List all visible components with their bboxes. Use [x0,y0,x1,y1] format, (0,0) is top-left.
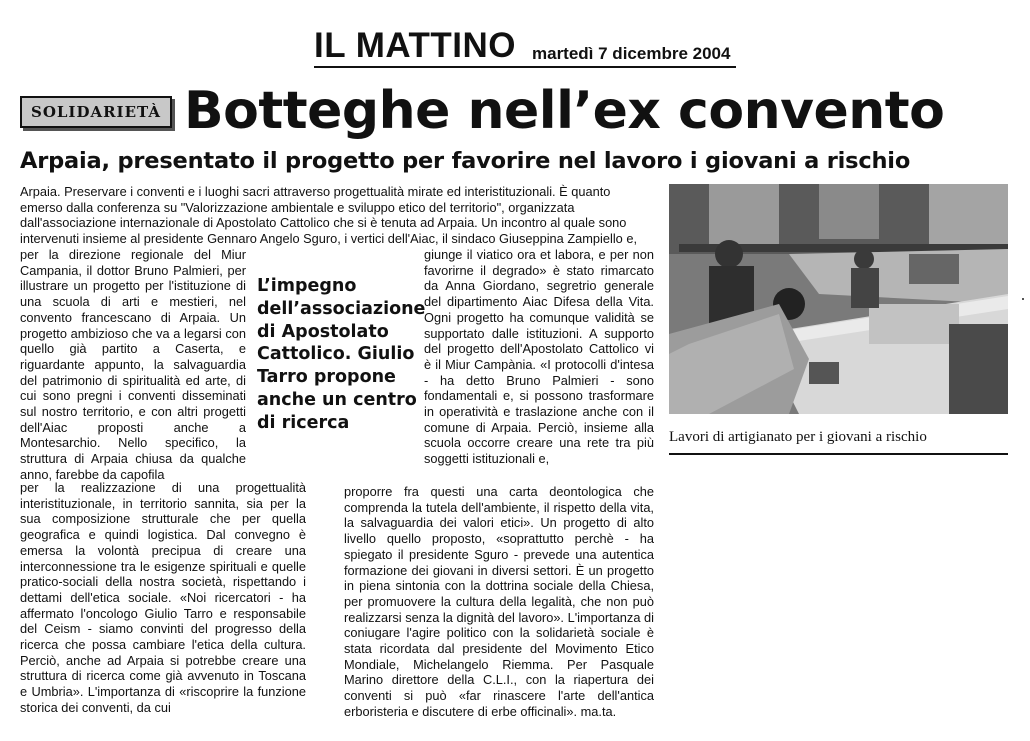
article-column-2: giunge il viatico ora et labora, e per non favorirne il degrado» è stato rimarcato da Anna Giordano, segretrio generale del dipartimento Aiac Difesa della Vita. Ogni progetto ha comunque validità se supportato dalle istituzioni. A supporto del progetto dell'Apostolato Cattolico vi è il Miur Campània. «I protocolli d'intesa - ha detto Bruno Palmieri - sono fondamentali e, si possono trasformare in operatività e traslazione anche con il comune di Arpaia. Perciò, insieme alla scuola occorre creare una rete tra più soggetti istituzionali e, [424,247,654,467]
section-tag-label: SOLIDARIETÀ [30,103,161,121]
photo-caption: Lavori di artigianato per i giovani a rischio [669,427,1008,455]
scan-speck [1022,298,1024,300]
section-tag [20,96,172,128]
article-intro: Arpaia. Preservare i conventi e i luoghi sacri attraverso progettualità mirate ed interistituzionali. È quanto emerso dalla conferenza su "Valorizzazione ambientale e sviluppo etico del territorio", organizzata dall'associazione internazionale di Apostolato Cattolico che si è tenuta ad Arpaia. Un incontro al quale sono intervenuti insieme al presidente Gennaro Angelo Sguro, i vertici dell'Aiac, il sindaco Giuseppina Zampiello e, [20,184,638,247]
newspaper-name: IL MATTINO [314,26,517,65]
masthead [314,26,736,68]
article-column-3: per la realizzazione di una progettualità interistituzionale, in territorio sannita, sia per la sua composizione strutturale che per quella geografica e quindi logistica. Dal convegno è emersa la volontà precipua di creare una interconnessione tra le esigenze spirituali e quelle pratico-sociali della nostra società, rispettando i dettami dell'etica sociale. «Noi ricercatori - ha affermato l'oncologo Giulio Tarro e responsabile del Ceism - siamo convinti del progresso della ricerca che possa cambiare l'etica della cultura. Perciò, anche ad Arpaia si potrebbe creare una struttura di ricerca come già avvenuto in Toscana e Umbria». L'importanza di «riscoprire la funzione storica dei conventi, da cui [20,480,306,715]
article-column-1: per la direzione regionale del Miur Campania, il dottor Bruno Palmieri, per illustrare un progetto per l'istituzione di una scuola di arti e mestieri, nel convento francescano di Arpaia. Un progetto ambizioso che va a legarsi con quello già partito a Caserta, e riguardante appunto, la salvaguardia del patrimonio di spiritualità ed arte, di cui sono pregni i conventi disseminati sul nostro territorio, e con altri progetti dell'Aiac proposti anche a Montesarchio. Nello specifico, la struttura di Arpaia chiusa da qualche anno, farebbe da capofila [20,247,246,482]
publication-date: martedì 7 dicembre 2004 [532,44,731,63]
article-column-4: proporre fra questi una carta deontologica che comprenda la tutela dell'ambiente, il rispetto della vita, la salvaguardia dei valori etici». Un progetto di alto livello quello proposto, «soprattutto perchè - ha spiegato il presidente Sguro - prevede una autentica formazione dei giovani in diversi settori. È un progetto in piena sintonia con la dottrina sociale della Chiesa, per promuovere la cultura della legalità, che non può realizzarsi senza la dignità del lavoro». L'importanza di coniugare l'agire politico con la solidarietà sociale è stata ricordata dal presidente del Movimento Etico Mondiale, Michelangelo Riemma. Per Pasquale Marino direttore della C.L.I., con la riapertura dei conventi si può «far rinascere l'arte dell'antica erboristeria e discutere di erbe officinali». ma.ta. [344,484,654,719]
subheadline: Arpaia, presentato il progetto per favorire nel lavoro i giovani a rischio [20,148,911,174]
workshop-photo-image [669,184,1008,414]
headline: Botteghe nell’ex convento [184,81,945,141]
pull-quote: L’impegno dell’associazione di Apostolato Cattolico. Giulio Tarro propone anche un centro di ricerca [257,276,426,433]
workshop-photo [669,184,1008,414]
